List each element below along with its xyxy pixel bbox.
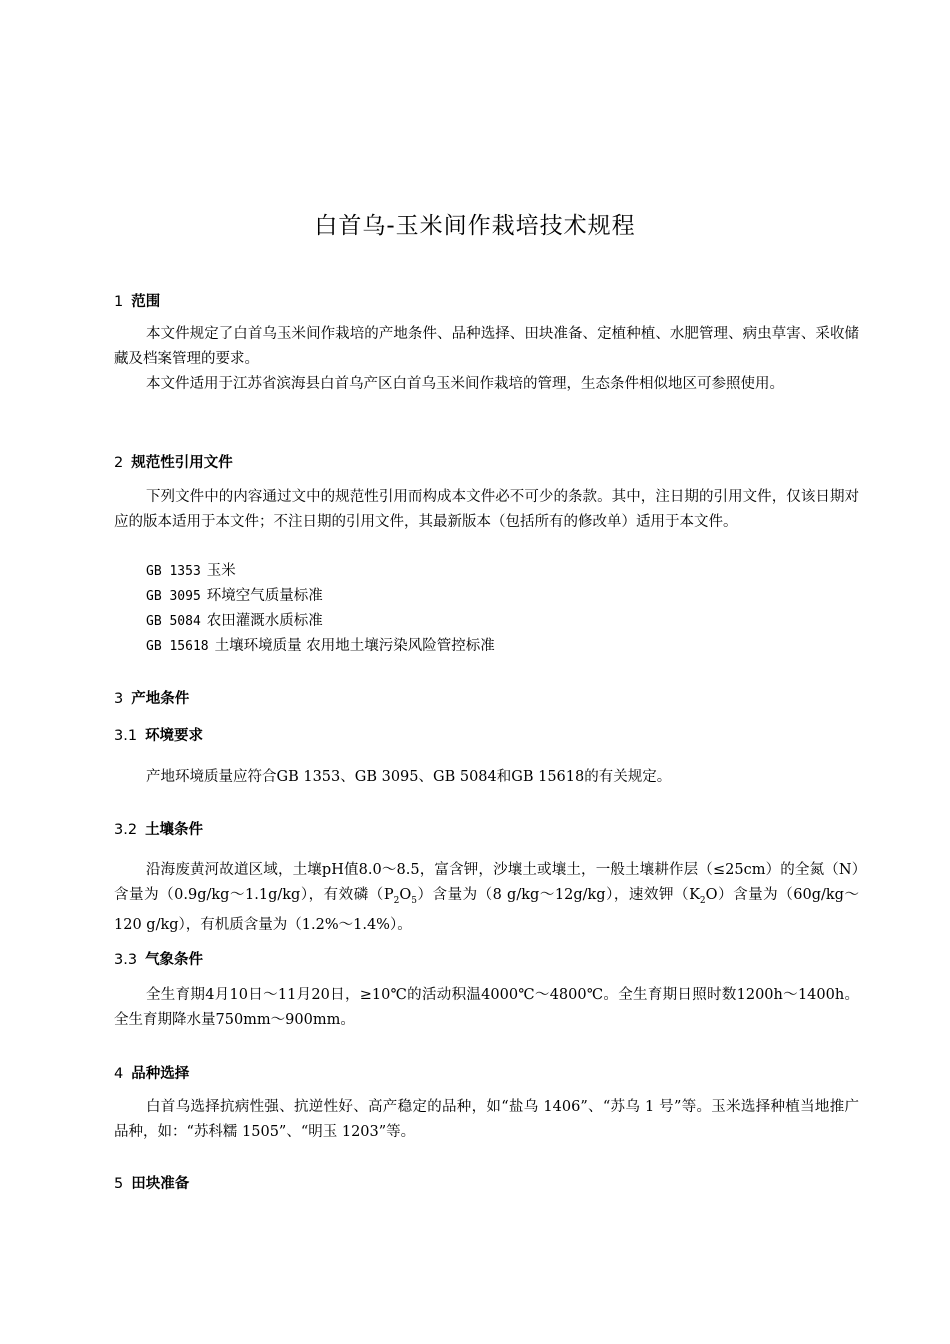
- section-number: 4: [114, 1066, 124, 1082]
- section-1-paragraph-2: 本文件适用于江苏省滨海县白首乌产区白首乌玉米间作栽培的管理，生态条件相似地区可参照使用。: [146, 376, 784, 392]
- reference-code: GB 5084: [146, 614, 201, 629]
- section-4-paragraph: 白首乌选择抗病性强、抗逆性好、高产稳定的品种，如“盐乌 1406”、“苏乌 1 号”等。玉米选择种植当地推广品种，如：“苏科糯 1505”、“明玉 1203”等。: [114, 1099, 859, 1140]
- text-run: O: [399, 886, 412, 903]
- reference-name: 玉米: [206, 563, 236, 579]
- section-3-3-paragraph: 全生育期4月10日～11月20日，≥10℃的活动积温4000℃～4800℃。全生育期日照时数1200h～1400h。全生育期降水量750mm～900mm。: [114, 987, 859, 1028]
- reference-item: [146, 586, 323, 607]
- section-title: 范围: [131, 294, 161, 310]
- section-3-2-heading: [114, 818, 203, 839]
- section-number: 1: [114, 294, 124, 310]
- reference-item: [146, 611, 323, 632]
- document-title: 白首乌-玉米间作栽培技术规程: [314, 213, 636, 239]
- section-number: 3.1: [114, 728, 138, 744]
- reference-code: GB 3095: [146, 589, 201, 604]
- subscript: 5: [411, 895, 417, 906]
- section-3-heading: [114, 687, 189, 708]
- text-run: ）含量为（8 g/kg～12g/kg），速效钾（K: [416, 886, 700, 903]
- section-1-heading: [114, 290, 160, 311]
- reference-code: GB 15618: [146, 639, 209, 654]
- section-3-1-paragraph: 产地环境质量应符合GB 1353、GB 3095、GB 5084和GB 15618的有关规定。: [146, 769, 672, 785]
- text-run: 沿海废黄河故道区域，土壤pH值8.0～8.5，富含钾，沙壤土或壤土，一般土壤耕作层（≤25cm）的全氮（N）含量为（0.9g/kg～1.1g/kg），有效磷（P: [114, 862, 859, 903]
- subscript: 2: [393, 895, 400, 906]
- reference-name: 农田灌溉水质标准: [206, 613, 323, 629]
- section-number: 3.2: [114, 822, 138, 838]
- section-5-heading: [114, 1172, 189, 1193]
- reference-code: GB 1353: [146, 564, 201, 579]
- section-title: 田块准备: [131, 1176, 190, 1192]
- section-3-1-heading: [114, 724, 203, 745]
- section-3-3-heading: [114, 948, 203, 969]
- subscript: 2: [699, 895, 706, 906]
- section-title: 气象条件: [145, 952, 204, 968]
- section-2-paragraph-1: 下列文件中的内容通过文中的规范性引用而构成本文件必不可少的条款。其中，注日期的引用文件，仅该日期对应的版本适用于本文件；不注日期的引用文件，其最新版本（包括所有的修改单）适用于本文件。: [114, 489, 859, 530]
- section-title: 产地条件: [131, 691, 190, 707]
- section-3-2-paragraph: [114, 858, 859, 937]
- section-number: 2: [114, 455, 124, 471]
- section-title: 土壤条件: [145, 822, 204, 838]
- reference-name: 土壤环境质量 农用地土壤污染风险管控标准: [214, 638, 495, 654]
- reference-item: [146, 561, 236, 582]
- section-number: 3.3: [114, 952, 138, 968]
- section-number: 3: [114, 691, 124, 707]
- section-number: 5: [114, 1176, 124, 1192]
- section-title: 环境要求: [145, 728, 204, 744]
- section-4-heading: [114, 1062, 189, 1083]
- section-title: 规范性引用文件: [131, 455, 233, 471]
- section-2-heading: [114, 451, 233, 472]
- section-1-paragraph-1: 本文件规定了白首乌玉米间作栽培的产地条件、品种选择、田块准备、定植种植、水肥管理、病虫草害、采收储藏及档案管理的要求。: [114, 326, 859, 367]
- reference-item: [146, 636, 495, 657]
- reference-name: 环境空气质量标准: [206, 588, 323, 604]
- section-title: 品种选择: [131, 1066, 190, 1082]
- text-run: O）含量为（60g/kg～120 g/kg），有机质含量为（1.2%～1.4%）。: [114, 886, 859, 933]
